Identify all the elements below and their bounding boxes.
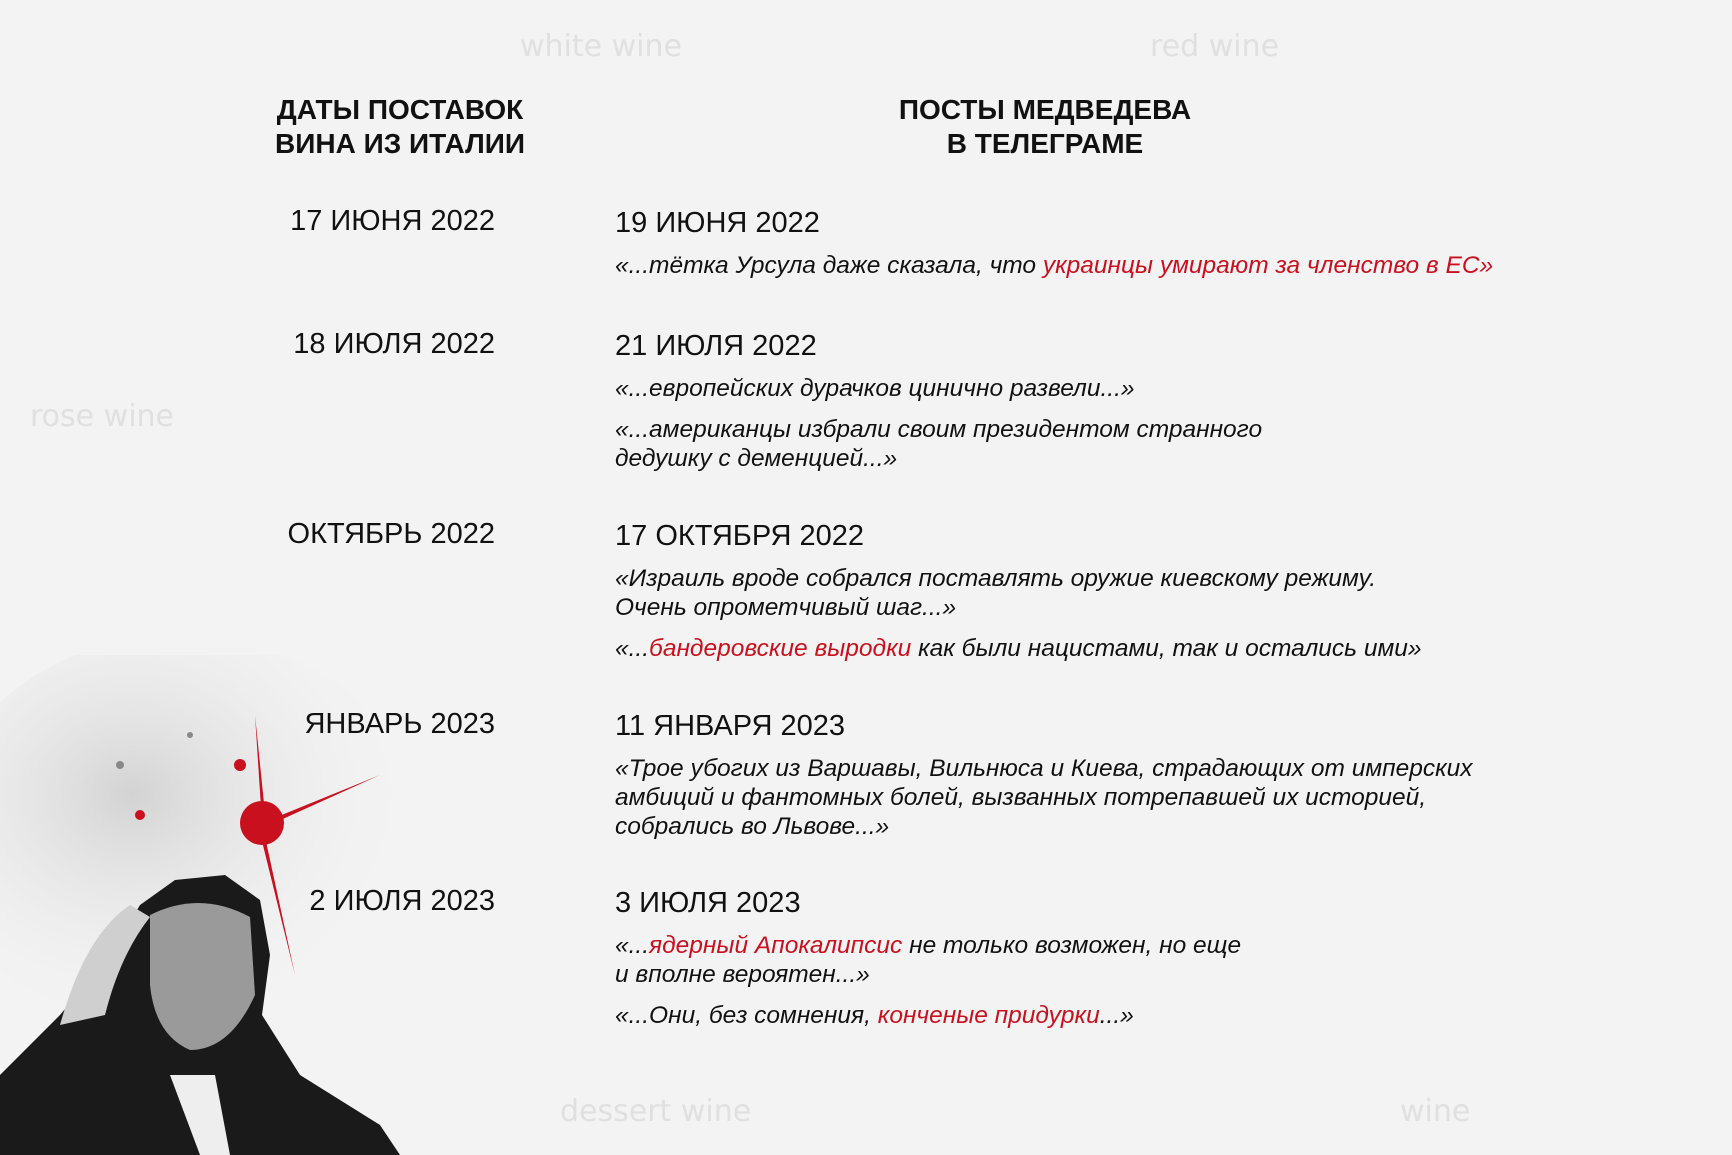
header-line: ПОСТЫ МЕДВЕДЕВА — [898, 94, 1192, 125]
delivery-dates-header — [220, 93, 580, 161]
post-date: 3 ИЮЛЯ 2023 — [615, 887, 801, 919]
header-line: В ТЕЛЕГРАМЕ — [946, 128, 1144, 159]
post-date: 11 ЯНВАРЯ 2023 — [615, 710, 845, 742]
quote-text: «Израиль вроде собрался поставлять оружие киевскому режиму. — [615, 565, 1376, 592]
background-word: wine — [1400, 1094, 1471, 1129]
post-date: 17 ОКТЯБРЯ 2022 — [615, 520, 865, 552]
background-word: dessert wine — [560, 1094, 752, 1129]
telegram-post-entry — [615, 330, 1695, 473]
quote-text: и вполне вероятен...» — [615, 961, 870, 988]
background-word: rose wine — [30, 399, 174, 434]
telegram-post-entry — [615, 207, 1695, 280]
background-word: red wine — [1150, 29, 1280, 64]
post-quote — [615, 251, 1695, 280]
quote-text: собрались во Львове...» — [615, 813, 890, 840]
post-date: 19 ИЮНЯ 2022 — [615, 207, 820, 239]
quote-text: «...американцы избрали своим президентом странного — [615, 416, 1263, 443]
telegram-post-entry — [615, 887, 1695, 1030]
delivery-date: 17 ИЮНЯ 2022 — [290, 205, 495, 237]
quote-text: не только возможен, но еще — [902, 932, 1242, 959]
highlighted-phrase: бандеровские выродки — [649, 635, 912, 662]
quote-text: ...» — [1099, 1002, 1134, 1029]
post-quote — [615, 415, 1695, 473]
post-quote — [615, 931, 1695, 989]
quote-text: дедушку с деменцией...» — [615, 445, 898, 472]
header-line: ДАТЫ ПОСТАВОК — [276, 94, 524, 125]
quote-text: «... — [615, 932, 650, 959]
highlighted-phrase: украинцы умирают за членство в ЕС» — [1042, 252, 1494, 279]
delivery-date: ОКТЯБРЬ 2022 — [287, 518, 495, 550]
delivery-date: 18 ИЮЛЯ 2022 — [293, 328, 495, 360]
header-line: ВИНА ИЗ ИТАЛИИ — [275, 128, 525, 159]
post-date: 21 ИЮЛЯ 2022 — [615, 330, 817, 362]
delivery-date: ЯНВАРЬ 2023 — [304, 708, 495, 740]
quote-text: «...Они, без сомнения, — [615, 1002, 878, 1029]
post-quote — [615, 634, 1695, 663]
post-quote — [615, 564, 1695, 622]
post-quote — [615, 374, 1695, 403]
telegram-post-entry — [615, 710, 1695, 841]
quote-text: амбиций и фантомных болей, вызванных потрепавшей их историей, — [615, 784, 1427, 811]
quote-text: «Трое убогих из Варшавы, Вильнюса и Киева, страдающих от имперских — [615, 755, 1473, 782]
highlighted-phrase: ядерный Апокалипсис — [649, 932, 903, 959]
background-word: white wine — [520, 29, 682, 64]
quote-text: «...тётка Урсула даже сказала, что — [615, 252, 1043, 279]
delivery-date: 2 ИЮЛЯ 2023 — [309, 885, 495, 917]
quote-text: Очень опрометчивый шаг...» — [615, 594, 957, 621]
quote-text: «...европейских дурачков цинично развели...» — [615, 375, 1135, 402]
highlighted-phrase: конченые придурки — [877, 1002, 1100, 1029]
post-quote — [615, 1001, 1695, 1030]
quote-text: «... — [615, 635, 650, 662]
telegram-post-entry — [615, 520, 1695, 663]
telegram-posts-header — [845, 93, 1245, 161]
post-quote — [615, 754, 1695, 841]
quote-text: как были нацистами, так и остались ими» — [911, 635, 1422, 662]
